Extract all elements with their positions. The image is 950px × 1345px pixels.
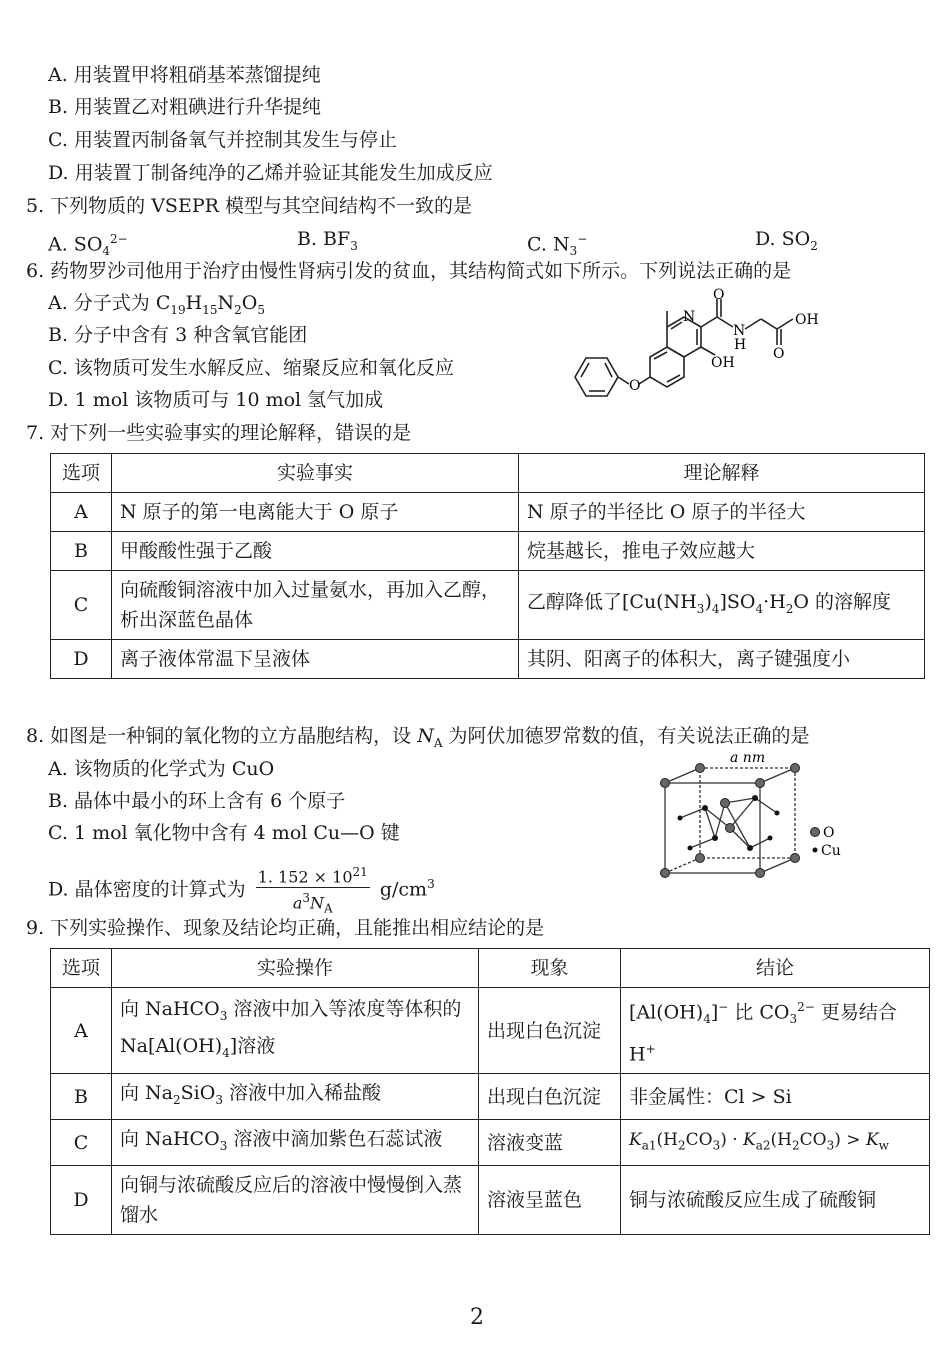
row-conclusion: $[Al(OH)_4]^-$ 比 $CO_3^{2-}$ 更易结合 H+ <box>621 988 930 1074</box>
table-header-row <box>51 949 930 988</box>
row-phenomenon: 溶液变蓝 <box>479 1120 621 1166</box>
crystal-cell-diagram <box>655 748 845 888</box>
row-option: B <box>51 1074 112 1120</box>
row-operation: 向 $Na_2SiO_3$ 溶液中加入稀盐酸 <box>112 1074 479 1120</box>
table-row <box>51 640 925 679</box>
q8-option-a: A. 该物质的化学式为 CuO <box>48 758 275 780</box>
phenol-oh-label: OH <box>711 355 735 371</box>
row-theory: 乙醇降低了$[Cu(NH_3)_4]SO_4\cdot H_2O$ 的溶解度 <box>519 571 925 640</box>
q9-stem: 9. 下列实验操作、现象及结论均正确，且能推出相应结论的是 <box>26 917 545 939</box>
row-theory: N 原子的半径比 O 原子的半径大 <box>519 493 925 532</box>
density-fraction: $\frac{1. 152 \times 10^{21}}{a^3N_A}$ <box>256 862 370 919</box>
q6-option-d: D. 1 mol 该物质可与 10 mol 氢气加成 <box>48 389 384 411</box>
q4-option-d: D. 用装置丁制备纯净的乙烯并验证其能发生加成反应 <box>48 162 493 184</box>
row-operation: 向铜与浓硫酸反应后的溶液中慢慢倒入蒸馏水 <box>112 1166 479 1235</box>
header-option: 选项 <box>51 454 112 493</box>
q6-option-a: A. 分子式为 $C_{19}H_{15}N_2O_5$ <box>48 292 266 317</box>
row-conclusion: $K_{a1}(H_2CO_3) \cdot K_{a2}(H_2CO_3) > K_w$ <box>621 1120 930 1166</box>
q5-stem: 5. 下列物质的 VSEPR 模型与其空间结构不一致的是 <box>26 195 472 217</box>
row-option: D <box>51 1166 112 1235</box>
q6-stem: 6. 药物罗沙司他用于治疗由慢性肾病引发的贫血，其结构简式如下所示。下列说法正确的是 <box>26 260 792 282</box>
row-conclusion: 非金属性：Cl > Si <box>621 1074 930 1120</box>
q5-option-d: D. $SO_2$ <box>755 228 818 253</box>
header-operation: 实验操作 <box>112 949 479 988</box>
row-operation: 向 NaHCO$_3$ 溶液中滴加紫色石蕊试液 <box>112 1120 479 1166</box>
header-phenomenon: 现象 <box>479 949 621 988</box>
amide-n-label: N <box>733 323 746 339</box>
benzo-ring <box>650 347 684 387</box>
roxadustat-structure <box>565 285 845 410</box>
q5-option-b: B. $BF_3$ <box>297 228 358 253</box>
table-row <box>51 1074 930 1120</box>
amide-o-label: O <box>713 287 725 303</box>
row-theory: 烷基越长，推电子效应越大 <box>519 532 925 571</box>
acid-o-label: O <box>773 346 785 362</box>
q5-option-a: A. $SO_4^{2-}$ <box>48 232 128 259</box>
row-option: A <box>51 988 112 1074</box>
row-option: C <box>51 571 112 640</box>
q4-option-c: C. 用装置丙制备氧气并控制其发生与停止 <box>48 129 397 151</box>
row-fact: 离子液体常温下呈液体 <box>112 640 519 679</box>
q5-option-c: C. $N_3^-$ <box>527 232 588 259</box>
legend-cu-label: Cu <box>821 843 841 859</box>
q4-option-a: A. 用装置甲将粗硝基苯蒸馏提纯 <box>48 64 321 86</box>
header-fact: 实验事实 <box>112 454 519 493</box>
row-conclusion: 铜与浓硫酸反应生成了硫酸铜 <box>621 1166 930 1235</box>
row-phenomenon: 溶液呈蓝色 <box>479 1166 621 1235</box>
row-phenomenon: 出现白色沉淀 <box>479 1074 621 1120</box>
row-operation: 向 NaHCO$_3$ 溶液中加入等浓度等体积的 $Na[Al(OH)_4]$溶液 <box>112 988 479 1074</box>
table-row <box>51 1120 930 1166</box>
q7-table <box>50 453 925 679</box>
row-fact: 向硫酸铜溶液中加入过量氨水，再加入乙醇，析出深蓝色晶体 <box>112 571 519 640</box>
row-fact: 甲酸酸性强于乙酸 <box>112 532 519 571</box>
row-option: B <box>51 532 112 571</box>
acid-oh-label: OH <box>795 312 819 328</box>
row-fact: N 原子的第一电离能大于 O 原子 <box>112 493 519 532</box>
q8-stem: 8. 如图是一种铜的氧化物的立方晶胞结构，设 $N_A$ 为阿伏加德罗常数的值，有关说法正确的是 <box>26 725 810 750</box>
table-row <box>51 1166 930 1235</box>
page-number: 2 <box>470 1305 484 1330</box>
q4-option-b: B. 用装置乙对粗碘进行升华提纯 <box>48 96 322 118</box>
q8-option-b: B. 晶体中最小的环上含有 6 个原子 <box>48 790 346 812</box>
row-phenomenon: 出现白色沉淀 <box>479 988 621 1074</box>
q7-stem: 7. 对下列一些实验事实的理论解释，错误的是 <box>26 422 412 444</box>
header-theory: 理论解释 <box>519 454 925 493</box>
header-option: 选项 <box>51 949 112 988</box>
q8-option-d: D. 晶体密度的计算式为 $\frac{1. 152 \times 10^{21}}{a^3N_A}$ $g/cm^3$ <box>48 862 435 919</box>
table-row <box>51 532 925 571</box>
ether-o-label: O <box>629 378 641 394</box>
q8-option-c: C. 1 mol 氧化物中含有 4 mol Cu—O 键 <box>48 822 400 844</box>
row-option: C <box>51 1120 112 1166</box>
row-option: D <box>51 640 112 679</box>
table-row <box>51 493 925 532</box>
legend-o-dot <box>811 828 820 837</box>
table-row <box>51 571 925 640</box>
row-theory: 其阴、阳离子的体积大，离子键强度小 <box>519 640 925 679</box>
q6-option-c: C. 该物质可发生水解反应、缩聚反应和氧化反应 <box>48 357 454 379</box>
table-row <box>51 988 930 1074</box>
ring-n-label: N <box>683 309 696 325</box>
row-option: A <box>51 493 112 532</box>
amide-h-label: H <box>734 337 747 353</box>
q9-table <box>50 948 930 1235</box>
legend-o-label: O <box>823 825 835 841</box>
q6-option-b: B. 分子中含有 3 种含氧官能团 <box>48 324 308 346</box>
header-conclusion: 结论 <box>621 949 930 988</box>
legend-cu-dot <box>813 848 818 853</box>
cell-edge-label: a nm <box>730 750 766 766</box>
table-header-row <box>51 454 925 493</box>
